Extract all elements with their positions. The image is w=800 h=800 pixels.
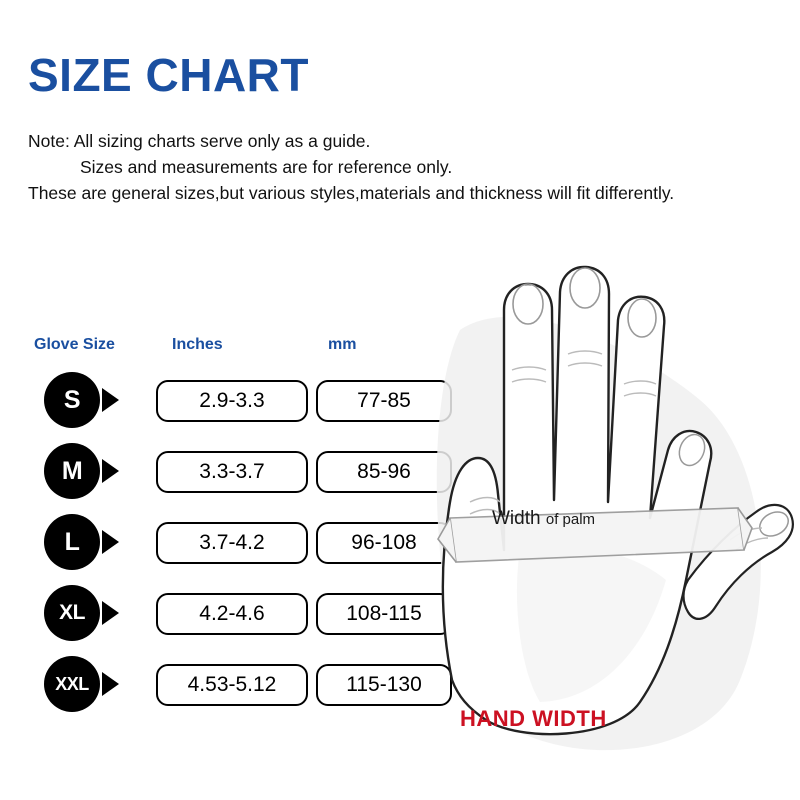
table-row <box>30 437 430 508</box>
size-badge-xl: XL <box>44 585 100 641</box>
size-badge-l: L <box>44 514 100 570</box>
arrow-icon <box>102 672 119 696</box>
size-badge-m: M <box>44 443 100 499</box>
arrow-icon <box>102 601 119 625</box>
mm-value-xxl: 115-130 <box>316 664 452 706</box>
width-label-sub: of palm <box>545 511 596 528</box>
mm-value-xl: 108-115 <box>316 593 452 635</box>
width-label-main: Width <box>492 508 541 529</box>
table-header-row <box>30 336 430 366</box>
note-line-3: These are general sizes,but various styles,materials and thickness will fit differently. <box>28 183 675 203</box>
arrow-icon <box>102 459 119 483</box>
inches-value-xl: 4.2-4.6 <box>156 593 308 635</box>
hand-width-caption: HAND WIDTH <box>460 706 607 731</box>
arrow-icon <box>102 388 119 412</box>
table-row <box>30 579 430 650</box>
inches-value-s: 2.9-3.3 <box>156 380 308 422</box>
table-row <box>30 650 430 721</box>
column-header-glove-size: Glove Size <box>34 336 115 353</box>
mm-value-s: 77-85 <box>316 380 452 422</box>
arrow-icon <box>102 530 119 554</box>
mm-value-m: 85-96 <box>316 451 452 493</box>
table-row <box>30 508 430 579</box>
inches-value-l: 3.7-4.2 <box>156 522 308 564</box>
width-of-palm-label <box>492 508 595 530</box>
notes-block <box>28 128 778 206</box>
note-line-1: Note: All sizing charts serve only as a guide. <box>28 131 371 151</box>
hand-outline-icon <box>400 250 800 770</box>
column-header-inches: Inches <box>172 336 223 353</box>
inches-value-m: 3.3-3.7 <box>156 451 308 493</box>
size-badge-xxl: XXL <box>44 656 100 712</box>
table-row <box>30 366 430 437</box>
size-badge-s: S <box>44 372 100 428</box>
inches-value-xxl: 4.53-5.12 <box>156 664 308 706</box>
page-title: SIZE CHART <box>28 49 309 101</box>
size-table <box>30 336 430 721</box>
column-header-mm: mm <box>328 336 357 353</box>
note-line-2: Sizes and measurements are for reference only. <box>80 157 453 177</box>
mm-value-l: 96-108 <box>316 522 452 564</box>
